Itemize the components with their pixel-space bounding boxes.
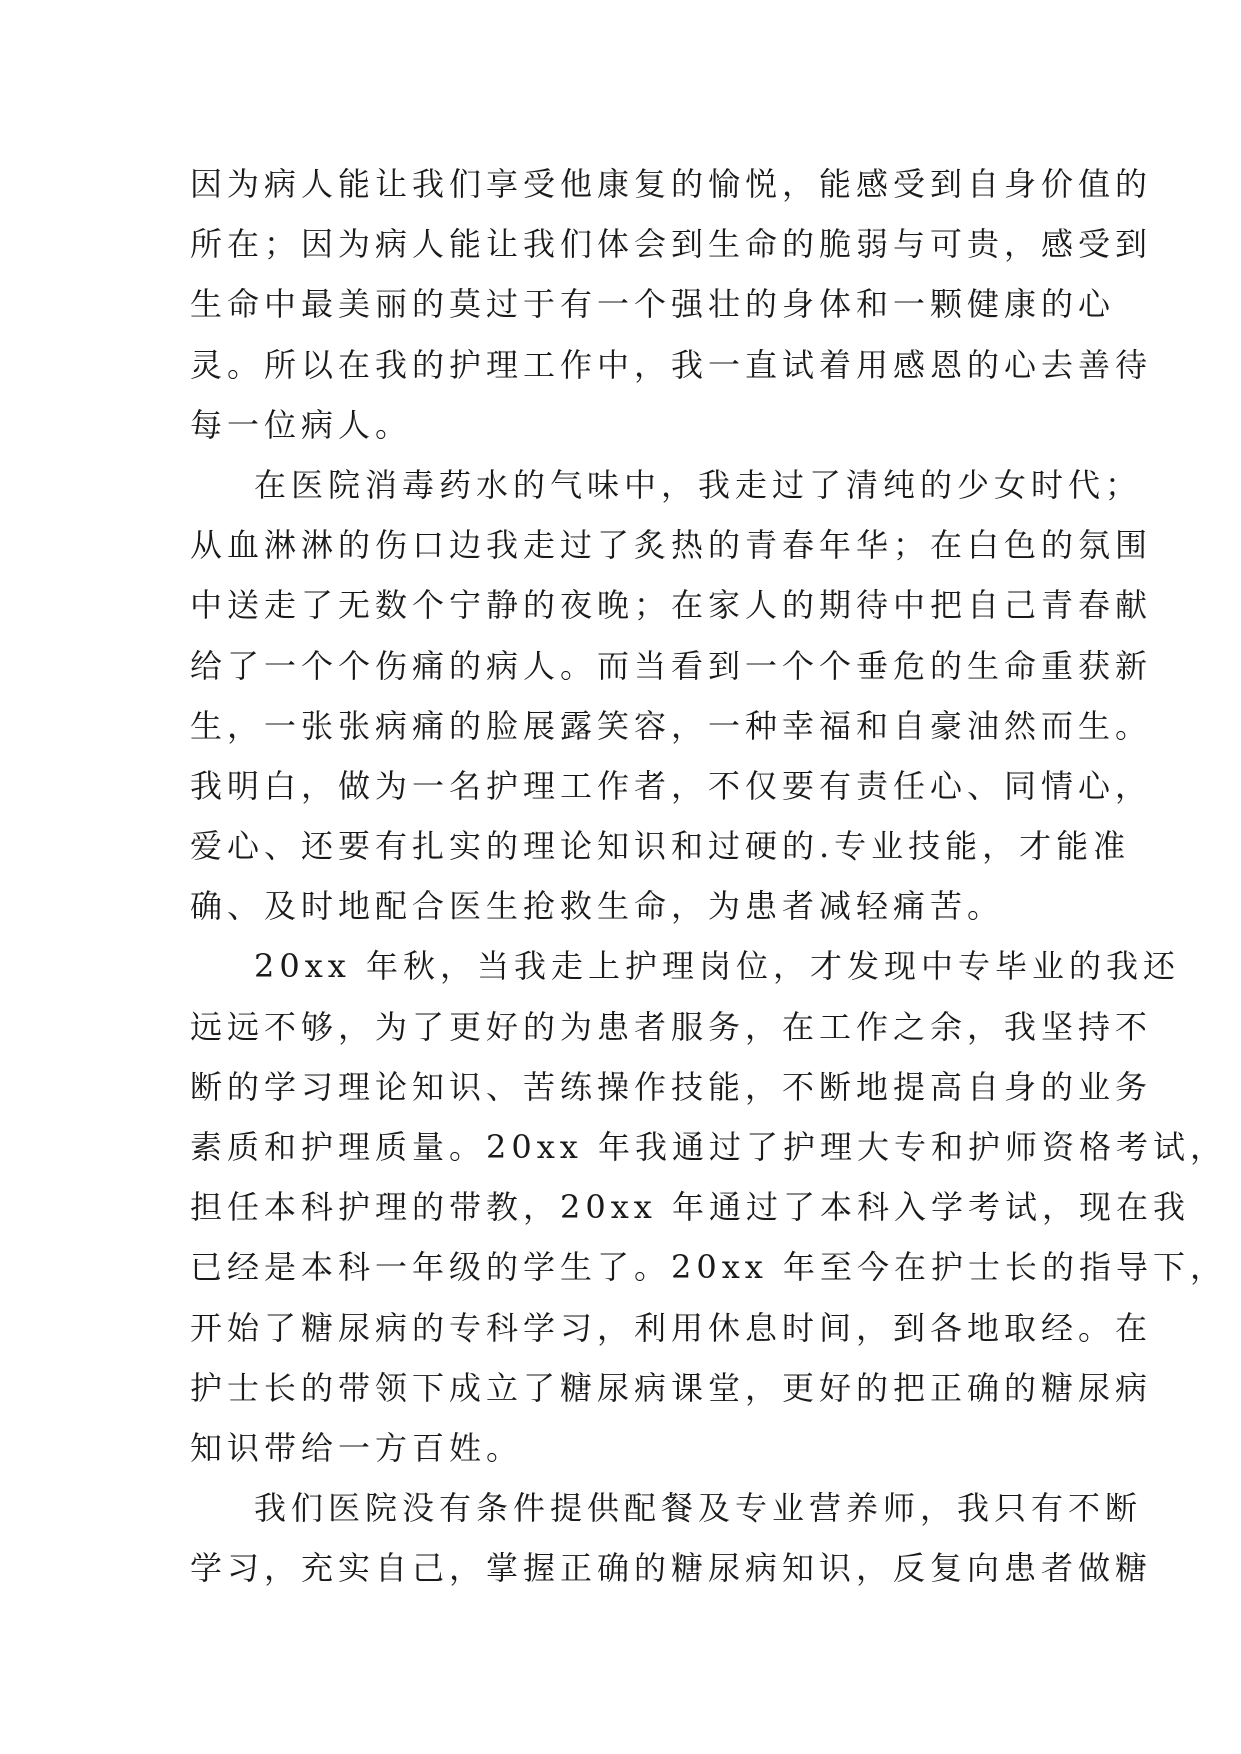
text-line: 20xx 年秋，当我走上护理岗位，才发现中专毕业的我还 bbox=[254, 947, 1180, 986]
text-line: 远远不够，为了更好的为患者服务，在工作之余，我坚持不 bbox=[190, 1007, 1153, 1046]
paragraph-2 bbox=[190, 455, 1153, 937]
text-line: 护士长的带领下成立了糖尿病课堂，更好的把正确的糖尿病 bbox=[190, 1368, 1153, 1407]
text-line: 知识带给一方百姓。 bbox=[190, 1428, 524, 1467]
text-line: 开始了糖尿病的专科学习，利用休息时间，到各地取经。在 bbox=[190, 1308, 1153, 1347]
text-line: 生命中最美丽的莫过于有一个强壮的身体和一颗健康的心 bbox=[190, 285, 1116, 324]
text-line: 每一位病人。 bbox=[190, 405, 413, 444]
text-line: 素质和护理质量。20xx 年我通过了护理大专和护师资格考试， bbox=[190, 1128, 1227, 1166]
text-line: 给了一个个伤痛的病人。而当看到一个个垂危的生命重获新 bbox=[190, 646, 1153, 685]
paragraph-4 bbox=[190, 1478, 1153, 1598]
text-line: 我们医院没有条件提供配餐及专业营养师，我只有不断 bbox=[254, 1489, 1143, 1528]
text-line: 断的学习理论知识、苦练操作技能，不断地提高自身的业务 bbox=[190, 1067, 1153, 1106]
text-line: 确、及时地配合医生抢救生命，为患者减轻痛苦。 bbox=[190, 887, 1005, 926]
text-line: 灵。所以在我的护理工作中，我一直试着用感恩的心去善待 bbox=[190, 345, 1153, 384]
text-line: 担任本科护理的带教，20xx 年通过了本科入学考试，现在我 bbox=[190, 1188, 1190, 1227]
paragraph-1 bbox=[190, 154, 1153, 455]
document-body bbox=[190, 154, 1227, 1599]
paragraph-3 bbox=[190, 936, 1227, 1478]
text-line: 爱心、还要有扎实的理论知识和过硬的.专业技能，才能准 bbox=[190, 827, 1131, 866]
text-line: 生，一张张病痛的脸展露笑容，一种幸福和自豪油然而生。 bbox=[190, 706, 1153, 745]
text-line: 中送走了无数个宁静的夜晚；在家人的期待中把自己青春献 bbox=[190, 586, 1153, 625]
text-line: 因为病人能让我们享受他康复的愉悦，能感受到自身价值的 bbox=[190, 165, 1153, 203]
text-line: 所在；因为病人能让我们体会到生命的脆弱与可贵，感受到 bbox=[190, 225, 1153, 264]
text-line: 学习，充实自己，掌握正确的糖尿病知识，反复向患者做糖 bbox=[190, 1549, 1153, 1588]
text-line: 从血淋淋的伤口边我走过了炙热的青春年华；在白色的氛围 bbox=[190, 526, 1153, 565]
text-line: 已经是本科一年级的学生了。20xx 年至今在护士长的指导下， bbox=[190, 1248, 1227, 1287]
text-line: 我明白，做为一名护理工作者，不仅要有责任心、同情心， bbox=[190, 766, 1153, 805]
text-line: 在医院消毒药水的气味中，我走过了清纯的少女时代； bbox=[254, 465, 1143, 504]
